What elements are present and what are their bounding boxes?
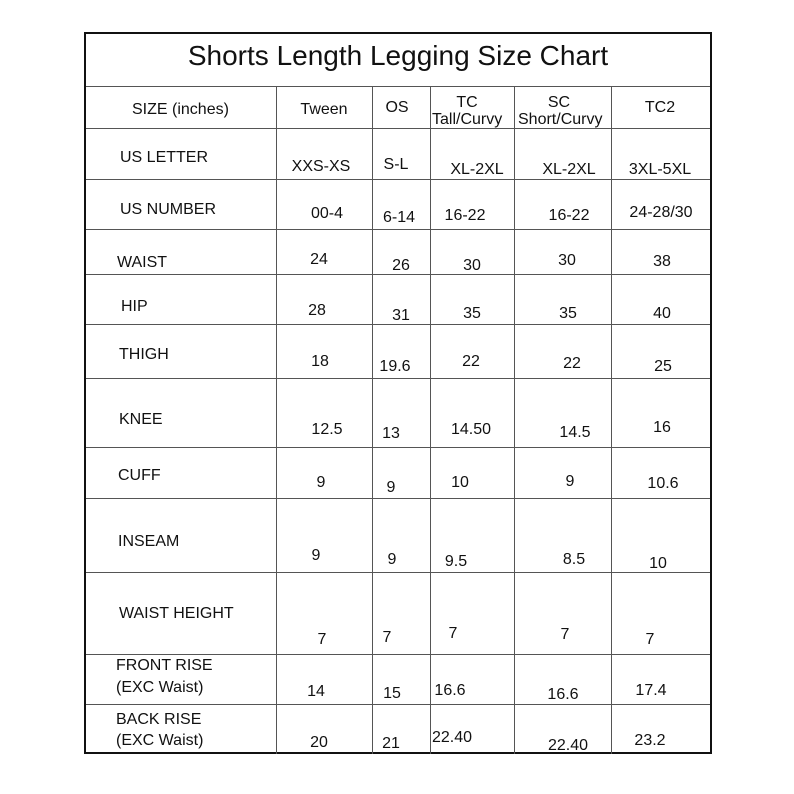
divider (514, 86, 515, 754)
header-col-tc: TC (456, 94, 478, 111)
cell-front-rise-tween: 14 (307, 683, 325, 700)
cell-us-letter-sc: XL-2XL (542, 161, 596, 178)
cell-waist-os: 26 (392, 257, 410, 274)
cell-knee-sc: 14.5 (559, 424, 591, 441)
cell-knee-tween: 12.5 (311, 421, 343, 438)
row-label-inseam: INSEAM (118, 533, 180, 550)
row-label-knee: KNEE (119, 411, 163, 428)
cell-back-rise-os: 21 (382, 735, 400, 752)
cell-us-number-tc2: 24-28/30 (629, 204, 693, 221)
header-size-label: SIZE (inches) (132, 101, 229, 118)
cell-waist-height-os: 7 (382, 629, 392, 646)
divider (86, 572, 710, 573)
divider (86, 378, 710, 379)
cell-cuff-tc: 10 (451, 474, 469, 491)
cell-thigh-tween: 18 (311, 353, 329, 370)
cell-us-letter-tc2: 3XL-5XL (628, 161, 692, 178)
cell-waist-height-tween: 7 (317, 631, 327, 648)
cell-us-number-sc: 16-22 (548, 207, 590, 224)
cell-knee-tc2: 16 (653, 419, 671, 436)
header-col-tc-sub: Tall/Curvy (432, 111, 503, 128)
row-label-back-rise-sub: (EXC Waist) (116, 732, 204, 749)
cell-cuff-sc: 9 (565, 473, 575, 490)
divider (86, 86, 710, 87)
row-label-us-number: US NUMBER (120, 201, 217, 218)
cell-inseam-tc: 9.5 (444, 553, 468, 570)
chart-title: Shorts Length Legging Size Chart (187, 40, 609, 71)
cell-inseam-os: 9 (387, 551, 397, 568)
cell-front-rise-os: 15 (383, 685, 401, 702)
row-label-back-rise: BACK RISE (116, 711, 202, 728)
row-label-front-rise-sub: (EXC Waist) (116, 679, 204, 696)
cell-hip-tween: 28 (308, 302, 326, 319)
cell-inseam-sc: 8.5 (562, 551, 586, 568)
cell-waist-tween: 24 (310, 251, 328, 268)
divider (86, 447, 710, 448)
cell-cuff-tc2: 10.6 (647, 475, 679, 492)
divider (86, 128, 710, 129)
divider (86, 498, 710, 499)
row-label-cuff: CUFF (118, 467, 161, 484)
cell-front-rise-tc2: 17.4 (635, 682, 667, 699)
cell-thigh-sc: 22 (563, 355, 581, 372)
cell-inseam-tc2: 10 (649, 555, 667, 572)
cell-thigh-os: 19.6 (379, 358, 411, 375)
cell-waist-height-tc2: 7 (645, 631, 655, 648)
cell-cuff-tween: 9 (316, 474, 326, 491)
cell-hip-sc: 35 (559, 305, 577, 322)
divider (276, 86, 277, 754)
cell-waist-height-tc: 7 (448, 625, 458, 642)
cell-waist-tc2: 38 (653, 253, 671, 270)
divider (86, 654, 710, 655)
row-label-front-rise: FRONT RISE (116, 657, 213, 674)
cell-hip-os: 31 (392, 307, 410, 324)
cell-us-number-os: 6-14 (382, 209, 416, 226)
cell-us-letter-os: S-L (383, 156, 409, 173)
cell-thigh-tc: 22 (462, 353, 480, 370)
cell-waist-sc: 30 (558, 252, 576, 269)
divider (372, 86, 373, 754)
size-chart-table (84, 32, 712, 754)
divider (430, 86, 431, 754)
row-label-us-letter: US LETTER (120, 149, 209, 166)
cell-knee-tc: 14.50 (450, 421, 492, 438)
row-label-thigh: THIGH (119, 346, 169, 363)
cell-us-letter-tween: XXS-XS (291, 158, 351, 175)
divider (86, 229, 710, 230)
row-label-waist: WAIST (117, 254, 168, 271)
divider (611, 86, 612, 754)
cell-front-rise-sc: 16.6 (547, 686, 579, 703)
cell-us-letter-tc: XL-2XL (450, 161, 504, 178)
cell-waist-height-sc: 7 (560, 626, 570, 643)
row-label-waist-height: WAIST HEIGHT (119, 605, 234, 622)
cell-back-rise-tc2: 23.2 (634, 732, 666, 749)
cell-thigh-tc2: 25 (654, 358, 672, 375)
divider (86, 179, 710, 180)
row-label-hip: HIP (121, 298, 148, 315)
header-col-os: OS (385, 99, 409, 116)
cell-knee-os: 13 (382, 425, 400, 442)
cell-front-rise-tc: 16.6 (434, 682, 466, 699)
cell-back-rise-tc: 22.40 (431, 729, 473, 746)
divider (86, 704, 710, 705)
cell-back-rise-sc: 22.40 (547, 737, 589, 754)
cell-cuff-os: 9 (386, 479, 396, 496)
cell-hip-tc2: 40 (653, 305, 671, 322)
header-col-tween: Tween (300, 101, 348, 118)
cell-inseam-tween: 9 (311, 547, 321, 564)
cell-back-rise-tween: 20 (310, 734, 328, 751)
cell-us-number-tween: 00-4 (310, 205, 344, 222)
cell-us-number-tc: 16-22 (444, 207, 486, 224)
cell-hip-tc: 35 (463, 305, 481, 322)
cell-waist-tc: 30 (463, 257, 481, 274)
header-col-sc: SC (547, 94, 571, 111)
header-col-sc-sub: Short/Curvy (518, 111, 603, 128)
header-col-tc2: TC2 (644, 99, 676, 116)
